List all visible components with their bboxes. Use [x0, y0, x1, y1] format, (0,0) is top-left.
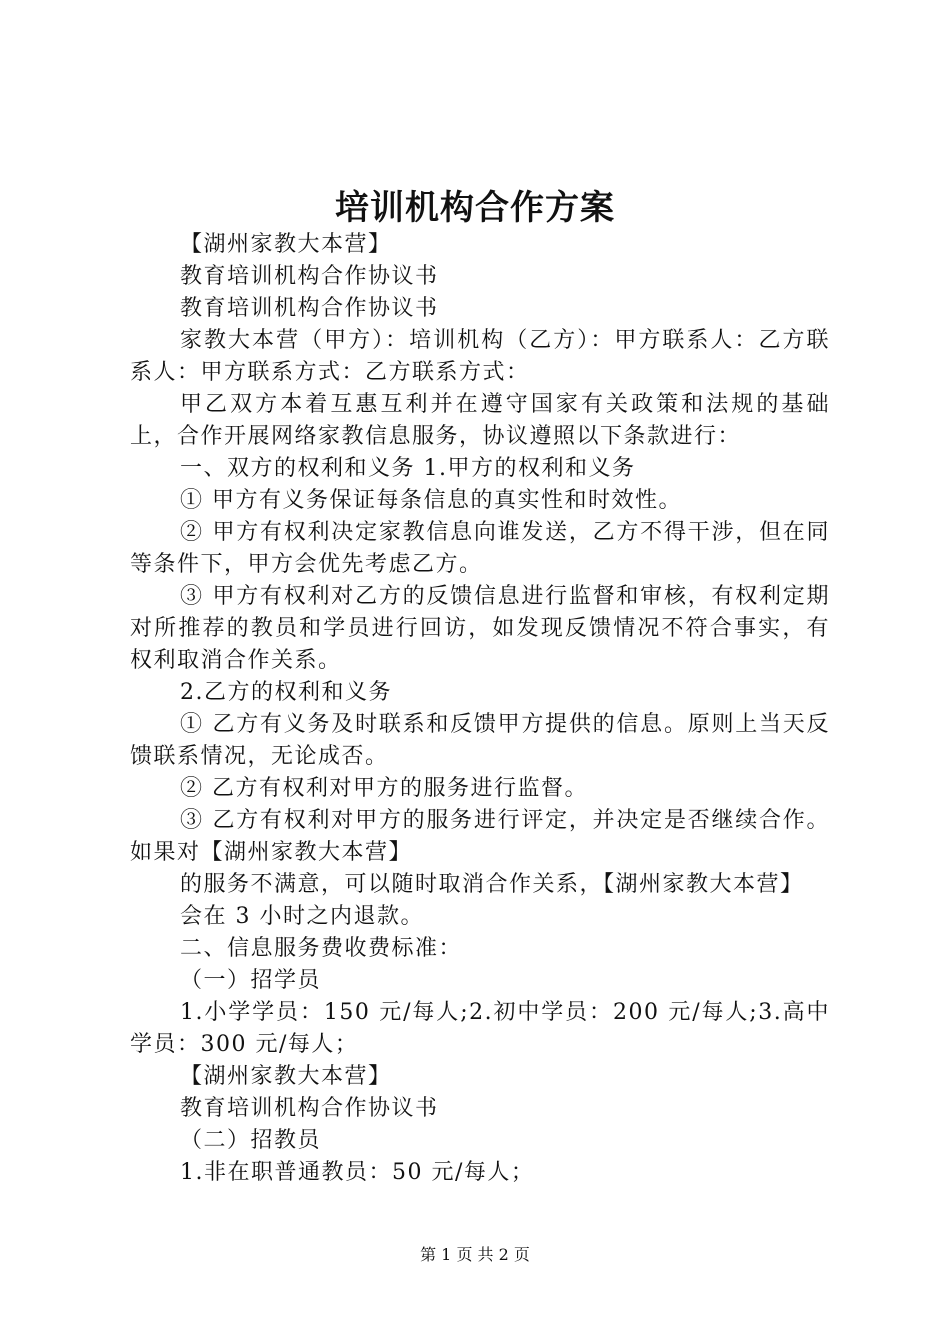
- paragraph: 家教大本营（甲方）：培训机构（乙方）：甲方联系人：乙方联系人：甲方联系方式：乙方联系方式：: [130, 328, 830, 385]
- paragraph: 【湖州家教大本营】: [180, 1064, 392, 1089]
- page-footer: 第 1 页 共 2 页: [420, 1245, 530, 1264]
- paragraph: 二、信息服务费收费标准：: [180, 936, 463, 961]
- paragraph: （一）招学员: [180, 968, 322, 993]
- paragraph: ② 甲方有权利决定家教信息向谁发送，乙方不得干涉，但在同等条件下，甲方会优先考虑乙方。: [130, 520, 830, 577]
- paragraph: ③ 甲方有权利对乙方的反馈信息进行监督和审核，有权利定期对所推荐的教员和学员进行回访，如发现反馈情况不符合事实，有权利取消合作关系。: [130, 584, 830, 673]
- paragraph: 1.非在职普通教员：50 元/每人；: [180, 1160, 535, 1185]
- paragraph: 2.乙方的权利和义务: [180, 680, 392, 705]
- paragraph: 会在 3 小时之内退款。: [180, 904, 424, 929]
- paragraph: 1.小学学员：150 元/每人;2.初中学员：200 元/每人;3.高中学员：300 元/每人；: [130, 1000, 830, 1057]
- paragraph: 教育培训机构合作协议书: [180, 264, 439, 289]
- paragraph: ① 乙方有义务及时联系和反馈甲方提供的信息。原则上当天反馈联系情况，无论成否。: [130, 712, 830, 769]
- paragraph: 【湖州家教大本营】: [180, 232, 392, 257]
- paragraph: 教育培训机构合作协议书: [180, 1096, 439, 1121]
- paragraph: ② 乙方有权利对甲方的服务进行监督。: [180, 776, 588, 801]
- paragraph: 教育培训机构合作协议书: [180, 296, 439, 321]
- paragraph: （二）招教员: [180, 1128, 322, 1153]
- paragraph: ① 甲方有义务保证每条信息的真实性和时效性。: [180, 488, 682, 513]
- document-body: [130, 229, 830, 1189]
- document-title: 培训机构合作方案: [335, 188, 615, 228]
- paragraph: ③ 乙方有权利对甲方的服务进行评定，并决定是否继续合作。如果对【湖州家教大本营】: [130, 808, 830, 865]
- paragraph: 一、双方的权利和义务 1.甲方的权利和义务: [180, 456, 636, 481]
- paragraph: 甲乙双方本着互惠互利并在遵守国家有关政策和法规的基础上，合作开展网络家教信息服务，协议遵照以下条款进行：: [130, 392, 830, 449]
- paragraph: 的服务不满意，可以随时取消合作关系，【湖州家教大本营】: [180, 872, 804, 897]
